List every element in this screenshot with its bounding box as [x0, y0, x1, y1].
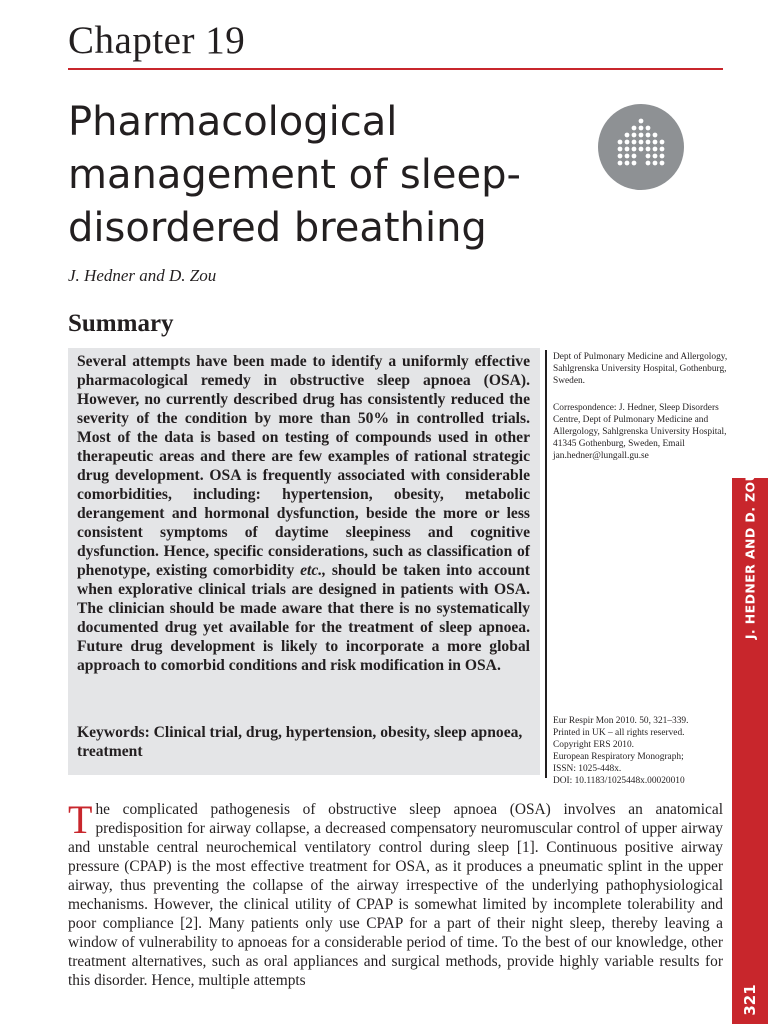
body-paragraph	[68, 797, 723, 990]
authors: J. Hedner and D. Zou	[68, 266, 217, 285]
sidebar-affiliation	[553, 351, 728, 387]
body-text: he complicated pathogenesis of obstructive sleep apnoea (OSA) involves an anatomical predisposition for airway collapse, a decreased compensatory neuromuscular control of upper airway and unstable central neurochemical ventilatory control during sleep [1]. Continuous positive airway pressure (CPAP) is the most effective treatment for OSA, as it produces a pneumatic splint in the upper airway, thus preventing the collapse of the airway irrespective of the underlying pathophysiological mechanisms. However, the clinical utility of CPAP is somewhat limited by incomplete tolerability and poor compliance [2]. Many patients only use CPAP for a part of their night sleep, thereby leaving a window of vulnerability to apnoeas for a considerable period of time. To the best of our knowledge, other treatment alternatives, such as oral appliances and surgical methods, provide highly variable results for this disorder. Hence, multiple attempts	[68, 801, 723, 989]
ers-logo-icon	[598, 104, 684, 190]
sidebar-divider	[545, 350, 547, 778]
summary-text	[77, 352, 530, 675]
pub-line: DOI: 10.1183/1025448x.00020010	[553, 776, 685, 786]
drop-cap: T	[68, 797, 93, 842]
affiliation-text: Dept of Pulmonary Medicine and Allergology, Sahlgrenska University Hospital, Gothenburg, Sweden.	[553, 352, 728, 386]
summary-text-part2: should be taken into account when explorative clinical trials are designed in patients with OSA. The clinician should be made aware that there is no systematically documented drug yet available for the treatment of sleep apnoea. Future drug development is likely to incorporate a more global approach to comorbid conditions and risk modification in OSA.	[77, 562, 530, 674]
chapter-rule	[68, 68, 723, 70]
running-author-label: J. HEDNER AND D. ZOU	[742, 470, 758, 640]
summary-italic: etc.,	[300, 562, 327, 579]
pub-line: European Respiratory Monograph;	[553, 752, 684, 762]
keywords-label: Keywords:	[77, 724, 150, 741]
lung-dots-icon	[598, 104, 684, 190]
chapter-number: Chapter 19	[68, 19, 246, 62]
correspondence-text: Correspondence: J. Hedner, Sleep Disorders Centre, Dept of Pulmonary Medicine and Allergology, Sahlgrenska University Hospital, 41345 Gothenburg, Sweden, Email jan.hedner@lungall.gu.se	[553, 403, 727, 461]
keywords	[77, 723, 530, 761]
keywords-list: Clinical trial, drug, hypertension, obesity, sleep apnoea, treatment	[77, 724, 523, 760]
pub-line: ISSN: 1025-448x.	[553, 764, 622, 774]
chapter-title: Pharmacological management of sleep-disordered breathing	[68, 99, 521, 251]
pub-line: Copyright ERS 2010.	[553, 740, 634, 750]
pub-line: Printed in UK – all rights reserved.	[553, 728, 685, 738]
pub-line: Eur Respir Mon 2010. 50, 321–339.	[553, 716, 689, 726]
page-number: 321	[741, 984, 759, 1016]
sidebar-publication-info	[553, 715, 728, 787]
summary-heading: Summary	[68, 310, 174, 337]
summary-text-part1: Several attempts have been made to identify a uniformly effective pharmacological remedy in obstructive sleep apnoea (OSA). However, no currently described drug has consistently reduced the severity of the condition by more than 50% in controlled trials. Most of the data is based on testing of compounds used in other therapeutic areas and there are few examples of rational strategic drug development. OSA is frequently associated with considerable comorbidities, including: hypertension, obesity, metabolic derangement and hormonal dysfunction, beside the more or less consistent symptoms of daytime sleepiness and cognitive dysfunction. Hence, specific considerations, such as classification of phenotype, existing comorbidity	[77, 353, 530, 579]
sidebar-correspondence	[553, 402, 728, 462]
